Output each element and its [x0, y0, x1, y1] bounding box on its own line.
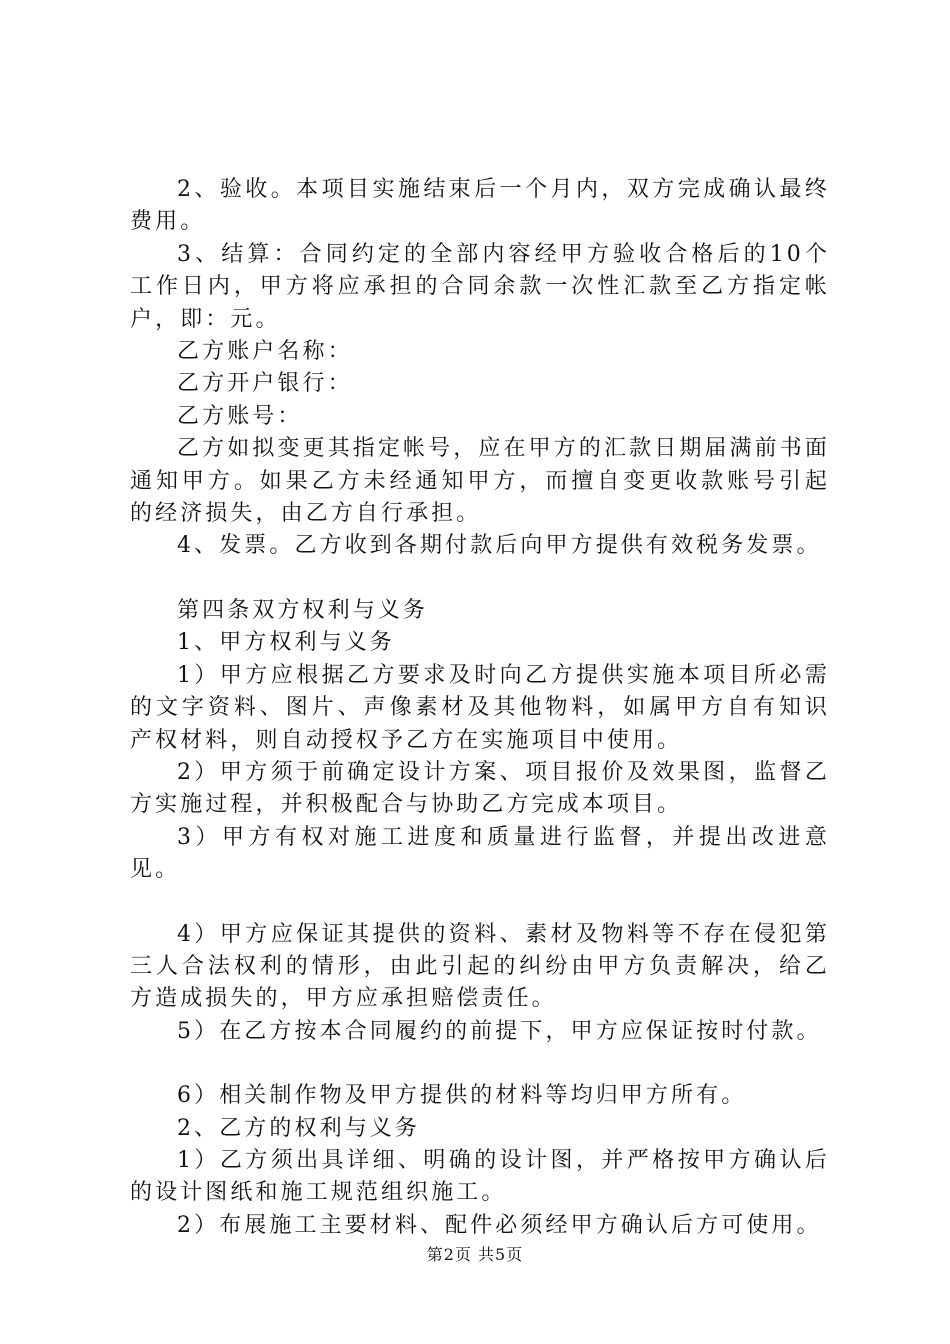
paragraph-account-name: 乙方账户名称：: [177, 339, 353, 365]
paragraph-spacer: [130, 1048, 830, 1080]
paragraph-account-number: 乙方账号：: [177, 403, 303, 429]
paragraph-invoice: 4、发票。乙方收到各期付款后向甲方提供有效税务发票。: [177, 533, 822, 559]
paragraph-account-bank: 乙方开户银行：: [177, 371, 353, 397]
document-body: [130, 174, 830, 1242]
paragraph-party-a-item-3: 3）甲方有权对施工进度和质量进行监督，并提出改进意见。: [130, 824, 830, 883]
paragraph-party-a-item-5: 5）在乙方按本合同履约的前提下，甲方应保证按时付款。: [177, 1018, 822, 1044]
paragraph-party-b-item-1: 1）乙方须出具详细、明确的设计图，并严格按甲方确认后的设计图纸和施工规范组织施工。: [130, 1147, 830, 1206]
paragraph-settlement: 3、结算：合同约定的全部内容经甲方验收合格后的10个工作日内，甲方将应承担的合同余款一次性汇款至乙方指定帐户，即：元。: [130, 241, 830, 332]
subsection-party-b: 2、乙方的权利与义务: [177, 1115, 420, 1141]
paragraph-spacer: [130, 563, 830, 595]
section-heading-rights-obligations: 第四条双方权利与义务: [177, 597, 429, 623]
paragraph-party-a-item-4: 4）甲方应保证其提供的资料、素材及物料等不存在侵犯第三人合法权利的情形，由此引起的纠纷由甲方负责解决，给乙方造成损失的，甲方应承担赔偿责任。: [130, 921, 830, 1012]
subsection-party-a: 1、甲方权利与义务: [177, 630, 395, 656]
paragraph-party-a-item-2: 2）甲方须于前确定设计方案、项目报价及效果图，监督乙方实施过程，并积极配合与协助乙方完成本项目。: [130, 759, 830, 818]
paragraph-spacer: [130, 887, 830, 919]
paragraph-party-a-item-6: 6）相关制作物及甲方提供的材料等均归甲方所有。: [177, 1083, 747, 1109]
page-number-footer: 第2页 共5页: [426, 1245, 524, 1264]
paragraph-account-change: 乙方如拟变更其指定帐号，应在甲方的汇款日期届满前书面通知甲方。如果乙方未经通知甲方，而擅自变更收款账号引起的经济损失，由乙方自行承担。: [130, 436, 830, 527]
paragraph-party-b-item-2: 2）布展施工主要材料、配件必须经甲方确认后方可使用。: [177, 1212, 822, 1238]
paragraph-acceptance: 2、验收。本项目实施结束后一个月内，双方完成确认最终费用。: [130, 177, 830, 235]
paragraph-party-a-item-1: 1）甲方应根据乙方要求及时向乙方提供实施本项目所必需的文字资料、图片、声像素材及其他物料，如属甲方自有知识产权材料，则自动授权予乙方在实施项目中使用。: [130, 662, 830, 753]
